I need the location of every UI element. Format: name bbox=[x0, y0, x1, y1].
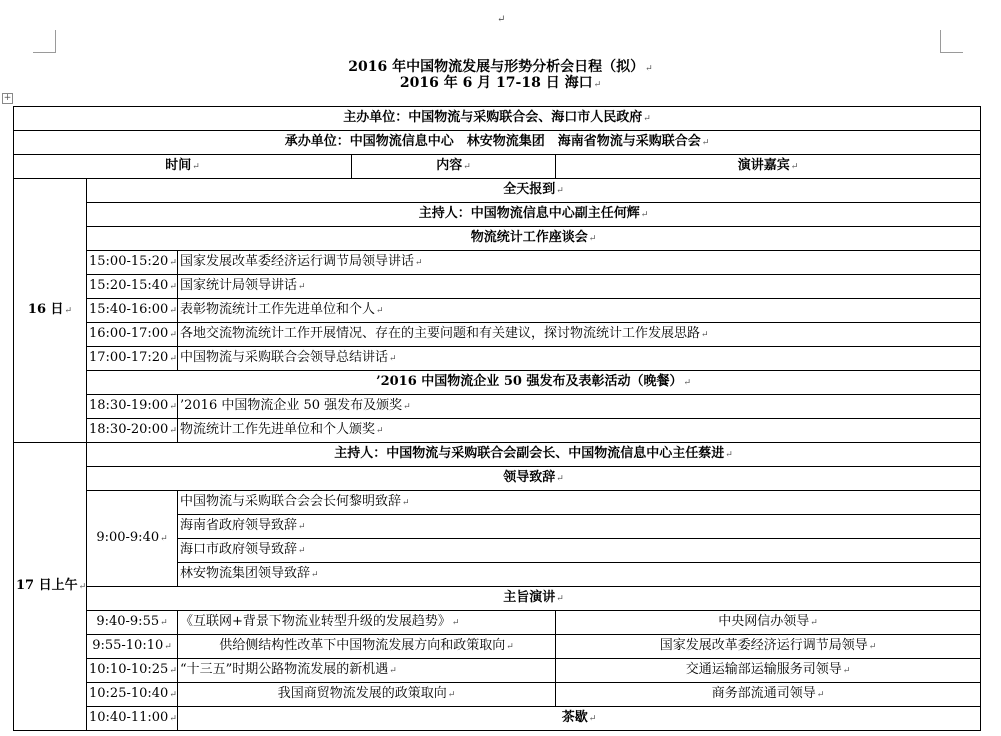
table-row bbox=[14, 491, 981, 515]
table-row bbox=[14, 299, 981, 323]
day-17-host-cell: 主持人：中国物流与采购联合会副会长、中国物流信息中心主任蔡进 ↵ bbox=[87, 443, 981, 467]
time-cell: 9:00-9:40 ↵ bbox=[87, 491, 178, 587]
time-cell: 17:00-17:20 ↵ bbox=[87, 347, 178, 371]
table-row bbox=[14, 587, 981, 611]
table-row bbox=[14, 203, 981, 227]
break-cell: 茶歇 ↵ bbox=[178, 707, 981, 731]
crop-mark-top-right bbox=[940, 30, 963, 53]
content-cell: 海口市政府领导致辞 ↵ bbox=[178, 539, 981, 563]
content-cell: 我国商贸物流发展的政策取向 ↵ bbox=[178, 683, 556, 707]
content-cell: 各地交流物流统计工作开展情况、存在的主要问题和有关建议，探讨物流统计工作发展思路 ↵ bbox=[178, 323, 981, 347]
time-cell: 10:10-10:25 ↵ bbox=[87, 659, 178, 683]
table-row bbox=[14, 611, 981, 635]
document-subtitle: 2016 年 6 月 17-18 日 海口 ↵ bbox=[0, 72, 1001, 92]
column-header-content: 内容 ↵ bbox=[352, 155, 556, 179]
session-title: 主旨演讲 ↵ bbox=[87, 587, 981, 611]
day-16-label: 16 日 ↵ bbox=[14, 179, 87, 443]
session-title: 物流统计工作座谈会 ↵ bbox=[87, 227, 981, 251]
speaker-cell: 中央网信办领导 ↵ bbox=[556, 611, 981, 635]
time-cell: 10:25-10:40 ↵ bbox=[87, 683, 178, 707]
table-row bbox=[14, 275, 981, 299]
table-row bbox=[14, 683, 981, 707]
speaker-cell: 商务部流通司领导 ↵ bbox=[556, 683, 981, 707]
day-17-label: 17 日上午 ↵ bbox=[14, 443, 87, 731]
column-header-time: 时间 ↵ bbox=[14, 155, 352, 179]
paragraph-mark-icon: ↵ bbox=[497, 14, 506, 25]
table-move-handle-icon[interactable]: + bbox=[3, 93, 12, 103]
table-row bbox=[14, 419, 981, 443]
content-cell: 国家统计局领导讲话 ↵ bbox=[178, 275, 981, 299]
table-row bbox=[14, 395, 981, 419]
organizer-cell: 主办单位：中国物流与采购联合会、海口市人民政府 ↵ bbox=[14, 107, 981, 131]
table-row bbox=[14, 131, 981, 155]
content-cell: 物流统计工作先进单位和个人颁奖 ↵ bbox=[178, 419, 981, 443]
content-cell: 供给侧结构性改革下中国物流发展方向和政策取向 ↵ bbox=[178, 635, 556, 659]
schedule-table bbox=[13, 106, 981, 731]
time-cell: 16:00-17:00 ↵ bbox=[87, 323, 178, 347]
time-cell: 15:20-15:40 ↵ bbox=[87, 275, 178, 299]
speaker-cell: 交通运输部运输服务司领导 ↵ bbox=[556, 659, 981, 683]
table-row bbox=[14, 227, 981, 251]
crop-mark-top-left bbox=[33, 30, 56, 53]
table-row bbox=[14, 707, 981, 731]
content-cell: 表彰物流统计工作先进单位和个人 ↵ bbox=[178, 299, 981, 323]
content-cell: “十三五”时期公路物流发展的新机遇 ↵ bbox=[178, 659, 556, 683]
content-cell: 国家发展改革委经济运行调节局领导讲话 ↵ bbox=[178, 251, 981, 275]
time-cell: 9:55-10:10 ↵ bbox=[87, 635, 178, 659]
content-cell: 海南省政府领导致辞 ↵ bbox=[178, 515, 981, 539]
column-header-speaker: 演讲嘉宾 ↵ bbox=[556, 155, 981, 179]
registration-cell: 全天报到 ↵ bbox=[87, 179, 981, 203]
time-cell: 18:30-19:00 ↵ bbox=[87, 395, 178, 419]
day-16-host-cell: 主持人：中国物流信息中心副主任何辉 ↵ bbox=[87, 203, 981, 227]
time-cell: 10:40-11:00 ↵ bbox=[87, 707, 178, 731]
document-title: 2016 年中国物流发展与形势分析会日程（拟） ↵ bbox=[0, 56, 1001, 76]
content-cell: 《互联网+背景下物流业转型升级的发展趋势》 ↵ bbox=[178, 611, 556, 635]
co-organizer-cell: 承办单位：中国物流信息中心 林安物流集团 海南省物流与采购联合会 ↵ bbox=[14, 131, 981, 155]
table-row bbox=[14, 635, 981, 659]
time-cell: 9:40-9:55 ↵ bbox=[87, 611, 178, 635]
table-row bbox=[14, 107, 981, 131]
time-cell: 15:40-16:00 ↵ bbox=[87, 299, 178, 323]
session-title: ’2016 中国物流企业 50 强发布及表彰活动（晚餐） ↵ bbox=[87, 371, 981, 395]
speaker-cell: 国家发展改革委经济运行调节局领导 ↵ bbox=[556, 635, 981, 659]
content-cell: ’2016 中国物流企业 50 强发布及颁奖 ↵ bbox=[178, 395, 981, 419]
table-row bbox=[14, 251, 981, 275]
table-row bbox=[14, 659, 981, 683]
table-row bbox=[14, 443, 981, 467]
table-row bbox=[14, 179, 981, 203]
content-cell: 林安物流集团领导致辞 ↵ bbox=[178, 563, 981, 587]
table-row bbox=[14, 467, 981, 491]
time-cell: 18:30-20:00 ↵ bbox=[87, 419, 178, 443]
table-row bbox=[14, 347, 981, 371]
content-cell: 中国物流与采购联合会领导总结讲话 ↵ bbox=[178, 347, 981, 371]
table-row bbox=[14, 371, 981, 395]
content-cell: 中国物流与采购联合会会长何黎明致辞 ↵ bbox=[178, 491, 981, 515]
table-header-row bbox=[14, 155, 981, 179]
table-row bbox=[14, 323, 981, 347]
session-title: 领导致辞 ↵ bbox=[87, 467, 981, 491]
time-cell: 15:00-15:20 ↵ bbox=[87, 251, 178, 275]
